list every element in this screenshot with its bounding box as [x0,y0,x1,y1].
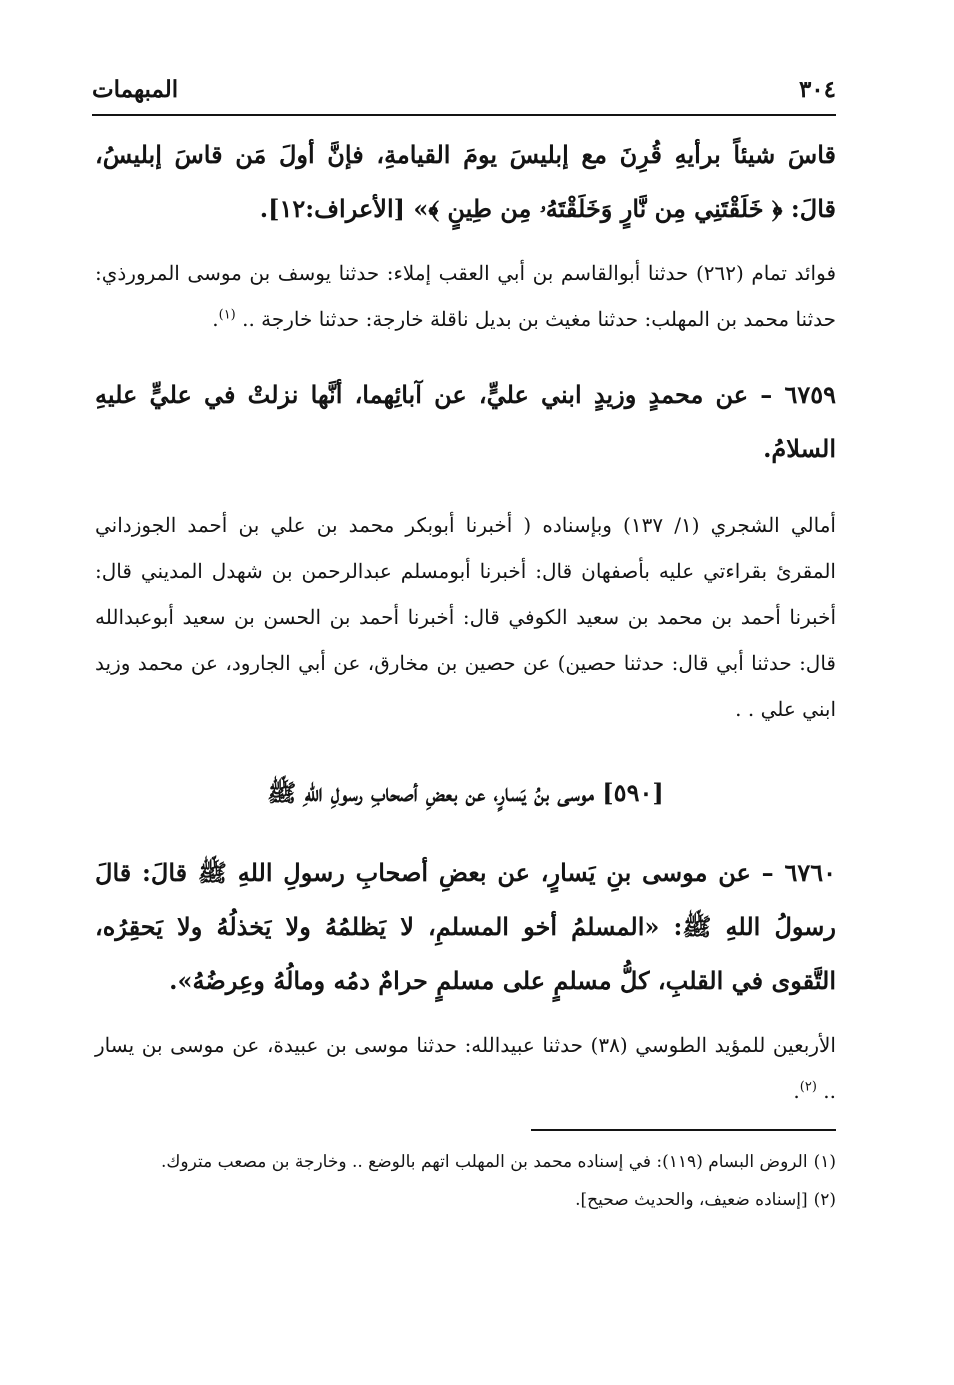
source-text: الأربعين للمؤيد الطوسي (٣٨) حدثنا عبيدالله: حدثنا موسى بن عبيدة، عن موسى بن يسار .. [95,1033,836,1103]
spacer [95,820,836,846]
header-rule [92,114,836,116]
footnote-label: (١) [813,1152,836,1172]
footnotes [95,1145,836,1221]
hadith-text: – عن موسى بنِ يَسارٍ، عن بعضِ أصحابِ رسولِ اللهِ ﷺ قالَ: قالَ رسولُ اللهِ ﷺ: «المسلمُ أخو المسلمِ، لا يَظلمُهُ ولا يَخذلُهُ ولا يَحقِرُه، التَّقوى في القلبِ، كلُّ مسلمٍ على مسلمٍ حرامٌ دمُه ومالُهُ وعِرضُهُ». [95,858,836,995]
hadith-number: ٦٧٥٩ [784,380,836,409]
footnote-2 [95,1183,836,1217]
section-heading: [٥٩٠] موسى بنُ يَسارٍ، عن بعضِ أصحابِ رسولِ اللهِ ﷺ [267,778,664,807]
source-note-shajari: أمالي الشجري (١/ ١٣٧) وبإسناده ( أخبرنا أبوبكر محمد بن علي بن أحمد الجوزداني المقرئ بقراءتي عليه بأصفهان قال: أخبرنا أبومسلم عبدالرحمن بن شهدل المديني قال: أخبرنا أحمد بن محمد بن سعيد الكوفي قال: أخبرنا أحمد بن الحسن بن سعيد أبوعبدالله قال: حدثنا أبي قال: حدثنا حصين) عن حصين بن مخارق، عن أبي الجارود، عن محمد وزيد ابني علي . . [95,513,836,721]
hadith-6759 [95,368,836,476]
hadith-text: – عن محمدٍ وزيدٍ ابني عليٍّ، عن آبائِهما، أنَّها نزلتْ في عليٍّ عليهِ السلامُ. [95,380,836,463]
footnote-text: الروض البسام (١١٩): في إسناده محمد بن المهلب اتهم بالوضع .. وخارجة بن مصعب متروك. [160,1152,808,1172]
footnote-ref-2: (٢) [799,1079,817,1095]
page-header [92,72,836,112]
footnote-label: (٢) [813,1190,836,1210]
spacer [95,342,836,368]
spacer [95,476,836,502]
spacer [95,732,836,766]
footnote-text: [إسناده ضعيف، والحديث صحيح]. [575,1190,808,1210]
hadith-continuation: قاسَ شيئاً برأيهِ قُرِنَ مع إبليسَ يومَ القيامةِ، فإنَّ أولَ مَن قاسَ إبليسُ، قالَ: ﴿ خَلَقْتَنِي مِن نَّارٍ وَخَلَقْتَهُۥ مِن طِينٍ ﴾» [الأعراف:١٢]. [95,140,836,223]
source-text: فوائد تمام (٢٦٢) حدثنا أبوالقاسم بن أبي العقب إملاء: حدثنا يوسف بن موسى المرورذي: حدثنا محمد بن المهلب: حدثنا مغيث بن بديل ناقلة خارجة: حدثنا خارجة .. [95,261,837,331]
footnote-ref-1: (١) [218,307,236,323]
spacer [95,236,836,250]
main-text [95,128,836,1114]
page-number: ٣٠٤ [798,76,836,103]
footnote-rule [531,1129,836,1131]
hadith-6760 [95,846,836,1008]
source-note-tammam: فوائد تمام (٢٦٢) حدثنا أبوالقاسم بن أبي العقب إملاء: حدثنا يوسف بن موسى المرورذي: حدثنا محمد بن المهلب: حدثنا مغيث بن بديل ناقلة خارجة: حدثنا خارجة .. $^{(١)}$. [95,261,837,331]
footnote-1 [95,1145,836,1179]
source-note-tusi [95,1022,836,1114]
spacer [95,1008,836,1022]
source-end-mark: . [793,1079,800,1103]
hadith-number: ٦٧٦٠ [784,858,836,887]
running-title: المبهمات [92,76,179,103]
